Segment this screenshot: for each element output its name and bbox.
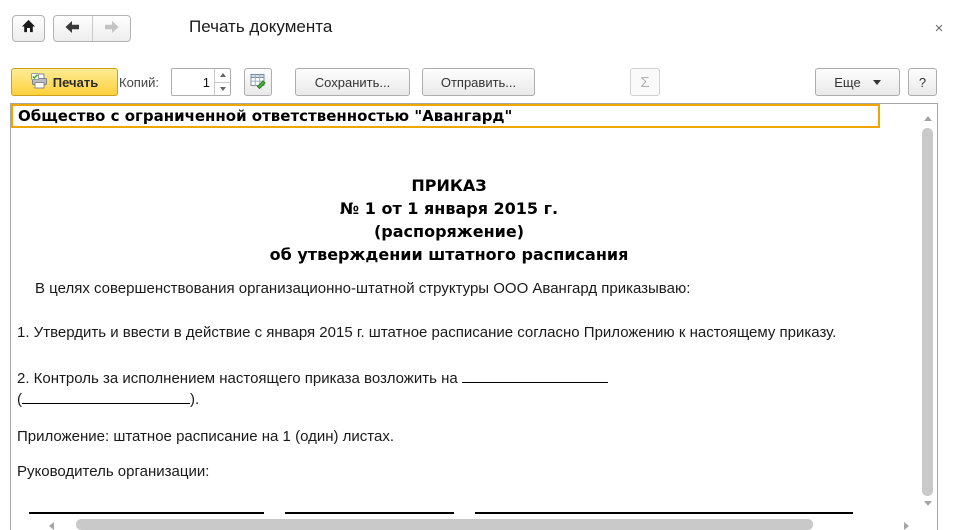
back-button[interactable] (54, 16, 92, 41)
copies-label: Копий: (119, 75, 159, 90)
print-button-label: Печать (52, 74, 99, 90)
save-button[interactable]: Сохранить... (295, 68, 410, 96)
send-button[interactable]: Отправить... (422, 68, 535, 96)
order-heading[interactable] (17, 174, 881, 266)
attachment-line[interactable]: Приложение: штатное расписание на 1 (один) листах. (17, 428, 394, 445)
signature-line (29, 512, 264, 514)
triangle-down-icon (220, 87, 226, 91)
forward-button[interactable] (92, 16, 131, 41)
org-name-cell-selected[interactable] (11, 104, 880, 128)
heading-line-1: ПРИКАЗ (411, 176, 487, 195)
scroll-right-icon[interactable] (904, 522, 909, 530)
sum-button[interactable] (630, 68, 660, 96)
table-edit-icon (250, 73, 266, 92)
order-point-2-text: 2. Контроль за исполнением настоящего приказа возложить на (17, 370, 458, 387)
blank-line (462, 369, 608, 383)
copies-decrement-button[interactable] (215, 83, 230, 96)
order-point-1[interactable]: 1. Утвердить и ввести в действие с января 2015 г. штатное расписание согласно Приложению к настоящему приказу. (17, 324, 837, 341)
intro-paragraph[interactable]: В целях совершенствования организационно-штатной структуры ООО Авангард приказываю: (35, 280, 691, 297)
horizontal-scrollbar-thumb[interactable] (76, 519, 813, 530)
home-icon (21, 19, 36, 38)
org-name-text: Общество с ограниченной ответственностью "Авангард" (18, 107, 513, 125)
signature-line (285, 512, 454, 514)
heading-line-2: № 1 от 1 января 2015 г. (339, 199, 559, 218)
arrow-right-icon (104, 20, 119, 38)
heading-line-3: (распоряжение) (373, 222, 525, 241)
paren-open: ( (17, 391, 22, 408)
vertical-scrollbar-thumb[interactable] (922, 128, 933, 496)
document-preview-area (10, 103, 938, 530)
signer-title-line[interactable]: Руководитель организации: (17, 463, 210, 480)
page-title: Печать документа (189, 17, 333, 36)
printer-icon (31, 73, 48, 92)
copies-stepper (171, 68, 231, 96)
table-settings-button[interactable] (244, 68, 272, 96)
home-button[interactable] (12, 15, 45, 42)
help-button[interactable]: ? (908, 68, 937, 96)
scroll-down-icon[interactable] (924, 501, 932, 506)
scroll-left-icon[interactable] (49, 522, 54, 530)
paren-close: ). (190, 391, 200, 408)
heading-line-4: об утверждении штатного расписания (269, 245, 629, 264)
order-point-2[interactable] (17, 368, 881, 410)
copies-spin-buttons (214, 69, 230, 95)
close-icon[interactable]: × (934, 19, 944, 37)
triangle-up-icon (220, 73, 226, 77)
arrow-left-icon (65, 20, 80, 38)
more-button-label: Еще (834, 74, 861, 90)
copies-input[interactable] (172, 69, 214, 95)
blank-line (22, 390, 190, 404)
signature-line (475, 512, 853, 514)
chevron-down-icon (873, 80, 881, 85)
sigma-icon: Σ (640, 73, 650, 91)
scroll-up-icon[interactable] (924, 116, 932, 121)
history-nav-group (53, 15, 131, 42)
print-button[interactable] (11, 68, 118, 96)
copies-increment-button[interactable] (215, 69, 230, 83)
more-button[interactable] (815, 68, 900, 96)
